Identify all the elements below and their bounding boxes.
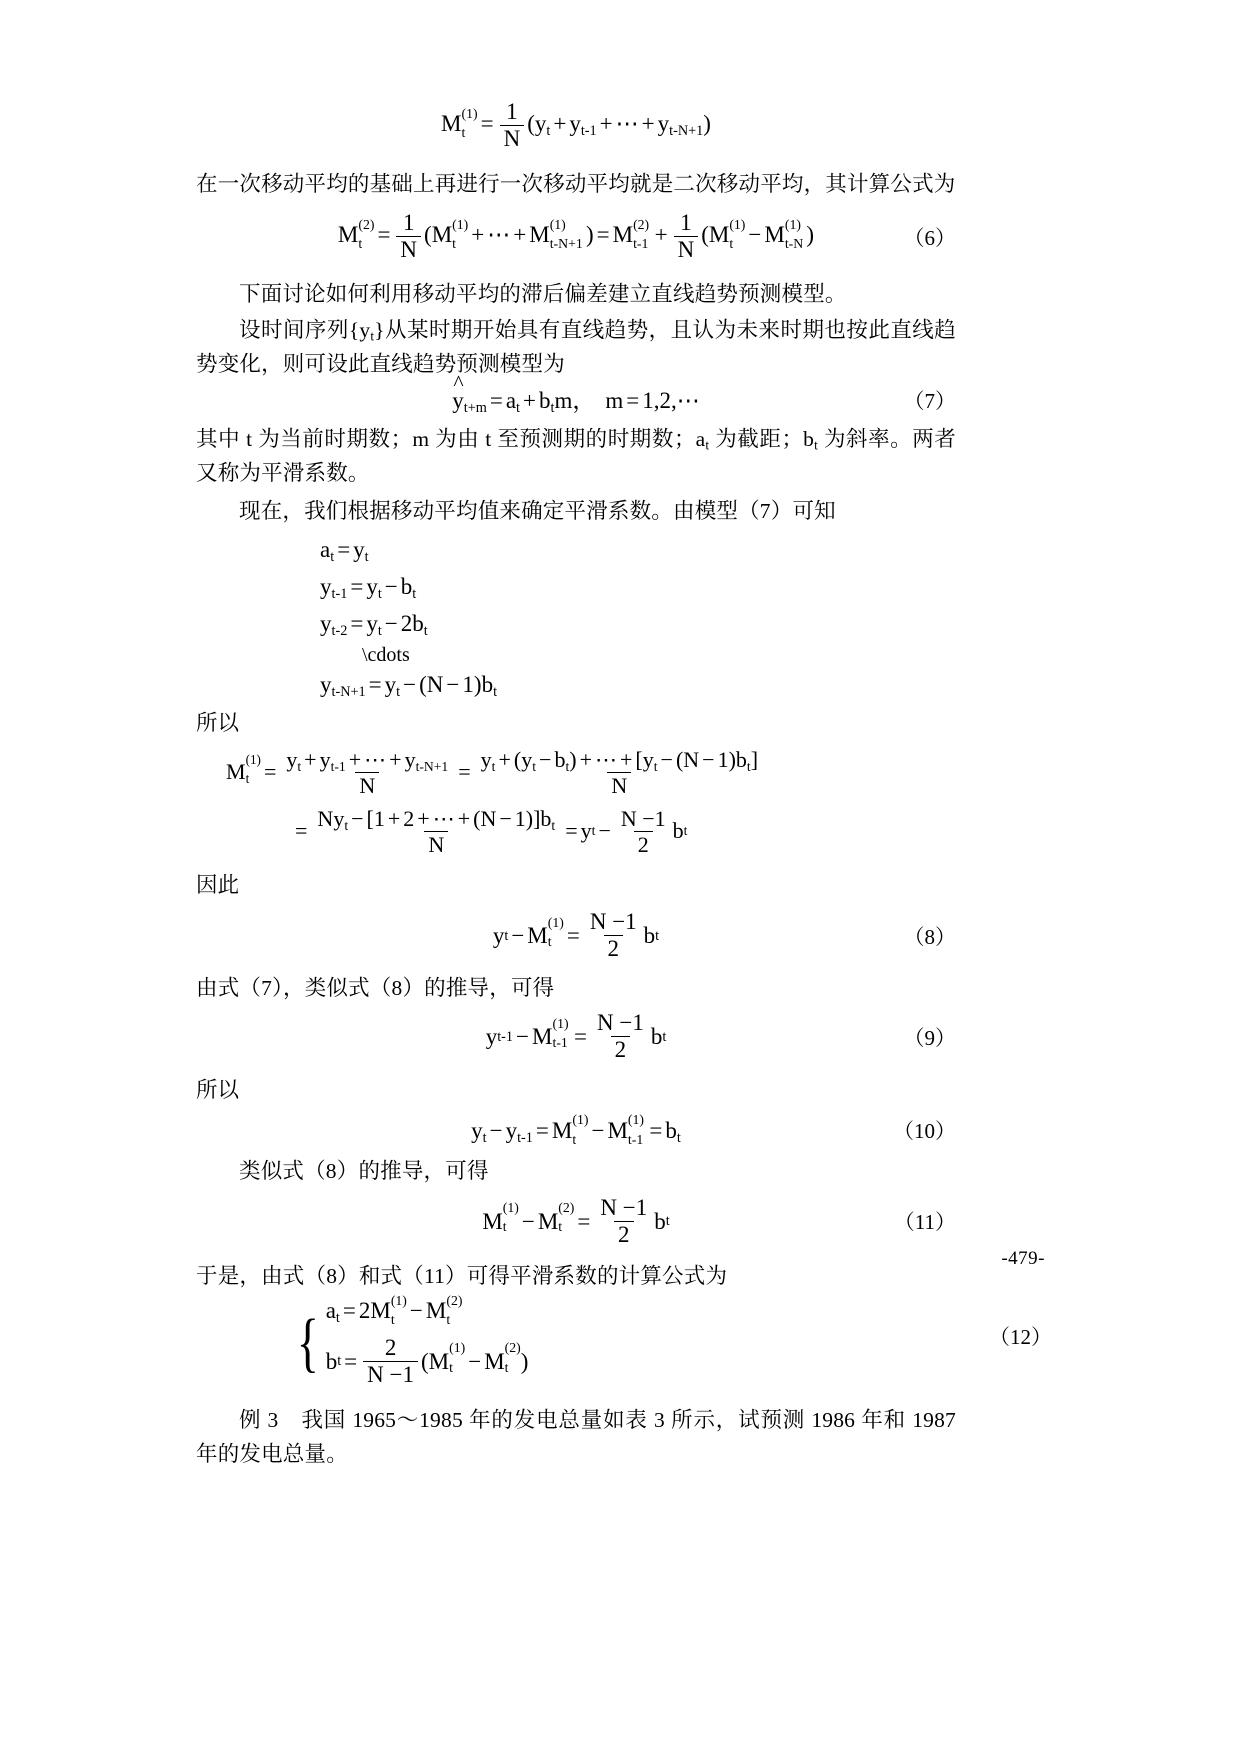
paragraph-similar-eq8: 类似式（8）的推导，可得 (239, 1158, 489, 1183)
paragraph-example-3: 例 3 我国 1965～1985 年的发电总量如表 3 所示，试预测 1986 年和 1987 年的发电总量。 (196, 1408, 956, 1467)
equation-8-body: y t − M (1) t = $\frac{N -1}{2}$ b t (492, 908, 660, 962)
left-brace: { (296, 1306, 319, 1380)
paragraph-from-eq7: 由式（7），类似式（8）的推导，可得 (196, 976, 555, 1001)
equation-6-body: M (2) t = $\frac{1}{N}$ (M (1) t + ⋯ + M (1) t-N+1 ) = M (2) t-1 + $\frac{1}{N}$ (M (1) t − M (1) t-N ) (337, 210, 815, 263)
equation-number-8: （8） (903, 924, 956, 949)
equation-number-9: （9） (903, 1025, 956, 1050)
where-text-c: 为斜率。两者又称为平滑系数。 (196, 426, 957, 485)
paragraph-after-eq6: 下面讨论如何利用移动平均的滞后偏差建立直线趋势预测模型。 (239, 281, 847, 306)
paragraph-now: 现在，我们根据移动平均值来确定平滑系数。由模型（7）可知 (239, 498, 836, 523)
where-text-b: 为截距；b (709, 426, 815, 451)
label-suoyi-2: 所以 (196, 1077, 240, 1102)
equation-5-body: M (1) t = $\frac{1}{N}$ ($y_t + y_{t-1}$ + ⋯ + $y_{t-N+1}$) (441, 99, 711, 152)
equation-9-body: y t-1 − M (1) t-1 = $\frac{N -1}{2}$ b t (485, 1010, 667, 1063)
derivation-line-2: $y_{t-1} = y_t - b_t$ (320, 573, 417, 602)
equation-7-body: ^ $y_{t+m} = a_t + b_tm$， m = 1,2,⋯ (452, 389, 699, 412)
equation-6 (196, 211, 956, 262)
y-hat: ^ y (452, 389, 464, 412)
equation-12 (196, 1292, 1052, 1387)
derivation-line-1: $a_t = y_t$ (320, 536, 369, 565)
equation-number-6: （6） (903, 225, 956, 250)
equation-number-11: （11） (893, 1210, 956, 1235)
paragraph-after-eq5: 在一次移动平均的基础上再进行一次移动平均就是二次移动平均，其计算公式为 (196, 172, 956, 197)
equation-12-cases (292, 1292, 529, 1387)
derivation-line-4: \cdots (362, 643, 410, 666)
derivation-line-3: $y_{t-2} = y_t - 2b_t$ (320, 610, 428, 639)
equation-10 (196, 1112, 956, 1147)
paragraph-setup (196, 313, 956, 381)
equation-number-7: （7） (903, 389, 956, 414)
equation-12-row-1: $a_t = 2M$ (1) t − M (2) t (325, 1292, 463, 1327)
equation-11-body: M (1) t − M (2) t = $\frac{N -1}{2}$ b t (482, 1194, 670, 1247)
equation-8 (196, 910, 956, 961)
where-text-a: 其中 t 为当前时期数；m 为由 t 至预测期的时期数；a (196, 426, 706, 451)
equation-number-10: （10） (893, 1119, 956, 1143)
paragraph-thus: 于是，由式（8）和式（11）可得平滑系数的计算公式为 (196, 1263, 728, 1288)
equation-5 (196, 100, 956, 151)
derivation-list (196, 536, 956, 700)
setup-text-2: }从某时期开始具有直线趋势，且认为未来时期也按此直线趋势变化，则可设此直线趋势预测模型为 (196, 317, 956, 376)
equation-7 (196, 387, 956, 416)
big-fraction-line-2: = $\frac{Ny_t - [1 + 2 + \cdots + (N - 1)]b_t}{N}$ = y t − $\frac{N -1}{2}$ b t (295, 805, 688, 857)
equation-12-row-2: b t = $\frac{2}{N -1}$ ( M (1) t − M (2) t ) (325, 1334, 529, 1387)
label-suoyi-1: 所以 (196, 710, 240, 735)
equation-9 (196, 1011, 956, 1062)
equation-number-12: （12） (989, 1324, 1052, 1349)
page-number: -479- (1001, 1248, 1045, 1269)
setup-text-1: 设时间序列{y (239, 317, 371, 342)
paragraph-where: 其中 t 为当前时期数；m 为由 t 至预测期的时期数；$a_t$ 为截距；$b_t$ 为斜率。两者又称为平滑系数。 (196, 426, 957, 485)
equation-10-body: $y_t - y_{t-1} = M$ (1) t − M (1) t-1 = $b_t$ (471, 1112, 681, 1147)
big-fraction-line-1: M (1) t = $\frac{y_t + y_{t-1} + \cdots + y_{t-N+1}}{N}$ = $\frac{y_t + (y_t - b_t) + \cdots + [y_t - (N - 1)b_t]}{N}$ (226, 746, 759, 798)
derivation-line-5: $y_{t-N+1} = y_t - (N - 1)b_t$ (320, 671, 498, 700)
setup-subscript: t (370, 328, 375, 344)
symbol-M: M (441, 110, 462, 136)
label-yinci: 因此 (196, 872, 240, 897)
equation-11 (196, 1196, 956, 1247)
